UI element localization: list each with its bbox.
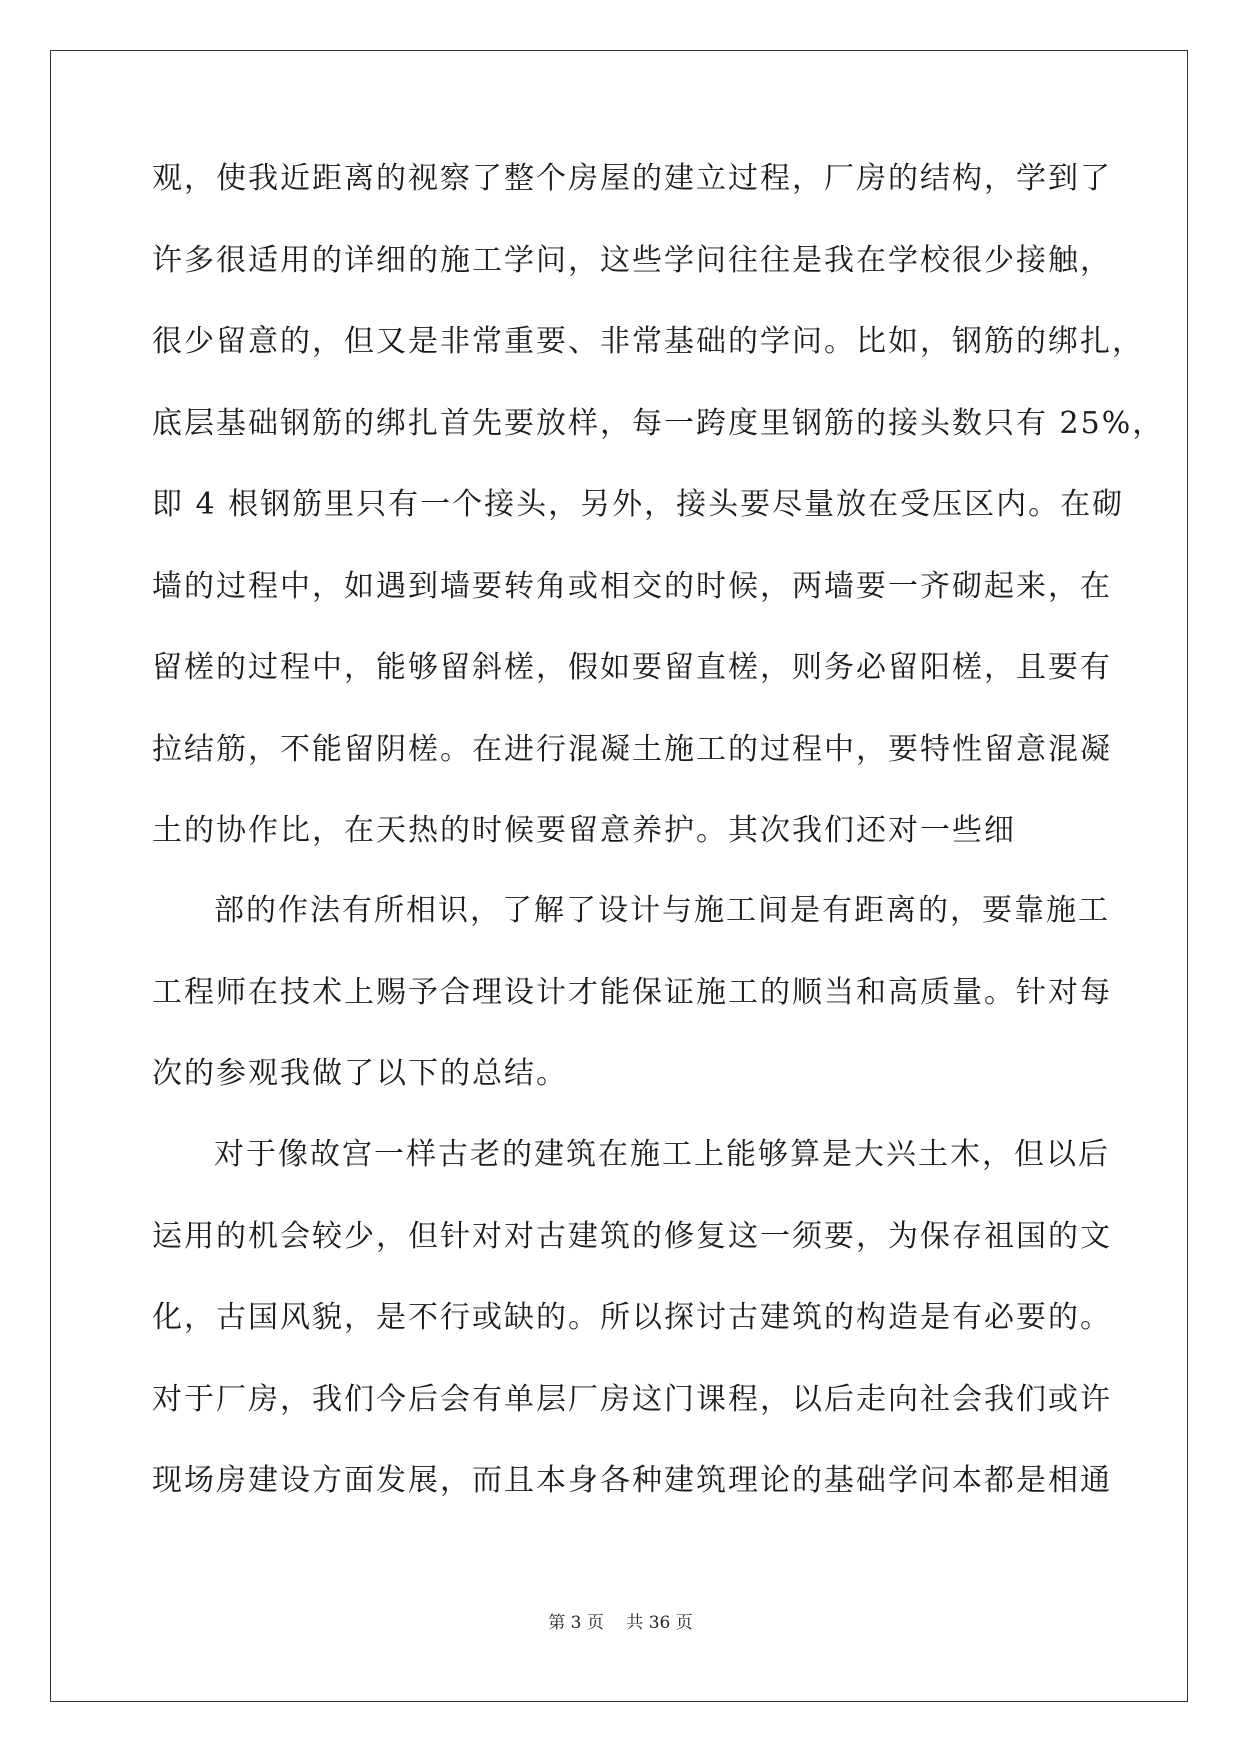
text-line: 留槎的过程中，能够留斜槎，假如要留直槎，则务必留阳槎，且要有 [152,650,1112,685]
text-line: 部的作法有所相识，了解了设计与施工间是有距离的，要靠施工 [214,893,1110,928]
page-number-footer: 第 3 页 共 36 页 [548,1613,693,1633]
text-line: 拉结筋，不能留阴槎。在进行混凝土施工的过程中，要特性留意混凝 [152,731,1112,767]
text-line: 即 4 根钢筋里只有一个接头，另外，接头要尽量放在受压区内。在砌 [152,487,1125,522]
paragraph-3 [152,1137,1112,1548]
text-line: 很少留意的，但又是非常重要、非常基础的学问。比如，钢筋的绑扎， [152,324,1144,359]
text-line: 观，使我近距离的视察了整个房屋的建立过程，厂房的结构，学到了 [152,161,1112,196]
text-line: 次的参观我做了以下的总结。 [152,1056,568,1091]
paragraph-1 [152,161,1165,898]
text-line: 化，古国风貌，是不行或缺的。所以探讨古建筑的构造是有必要的。 [152,1300,1112,1335]
text-line: 现场房建设方面发展，而且本身各种建筑理论的基础学问本都是相通 [152,1463,1112,1498]
text-line: 对于像故宫一样古老的建筑在施工上能够算是大兴土木，但以后 [214,1137,1110,1172]
text-line: 工程师在技术上赐予合理设计才能保证施工的顺当和高质量。针对每 [152,974,1112,1010]
text-line: 运用的机会较少，但针对对古建筑的修复这一须要，为保存祖国的文 [152,1218,1112,1254]
text-line: 土的协作比，在天热的时候要留意养护。其次我们还对一些细 [152,813,1016,848]
text-line: 墙的过程中，如遇到墙要转角或相交的时候，两墙要一齐砌起来，在 [152,568,1112,604]
text-line: 对于厂房，我们今后会有单层厂房这门课程，以后走向社会我们或许 [152,1381,1112,1417]
paragraph-2 [152,893,1112,1141]
text-line: 底层基础钢筋的绑扎首先要放样，每一跨度里钢筋的接头数只有 25%， [152,405,1165,441]
text-line: 许多很适用的详细的施工学问，这些学问往往是我在学校很少接触， [152,242,1112,278]
